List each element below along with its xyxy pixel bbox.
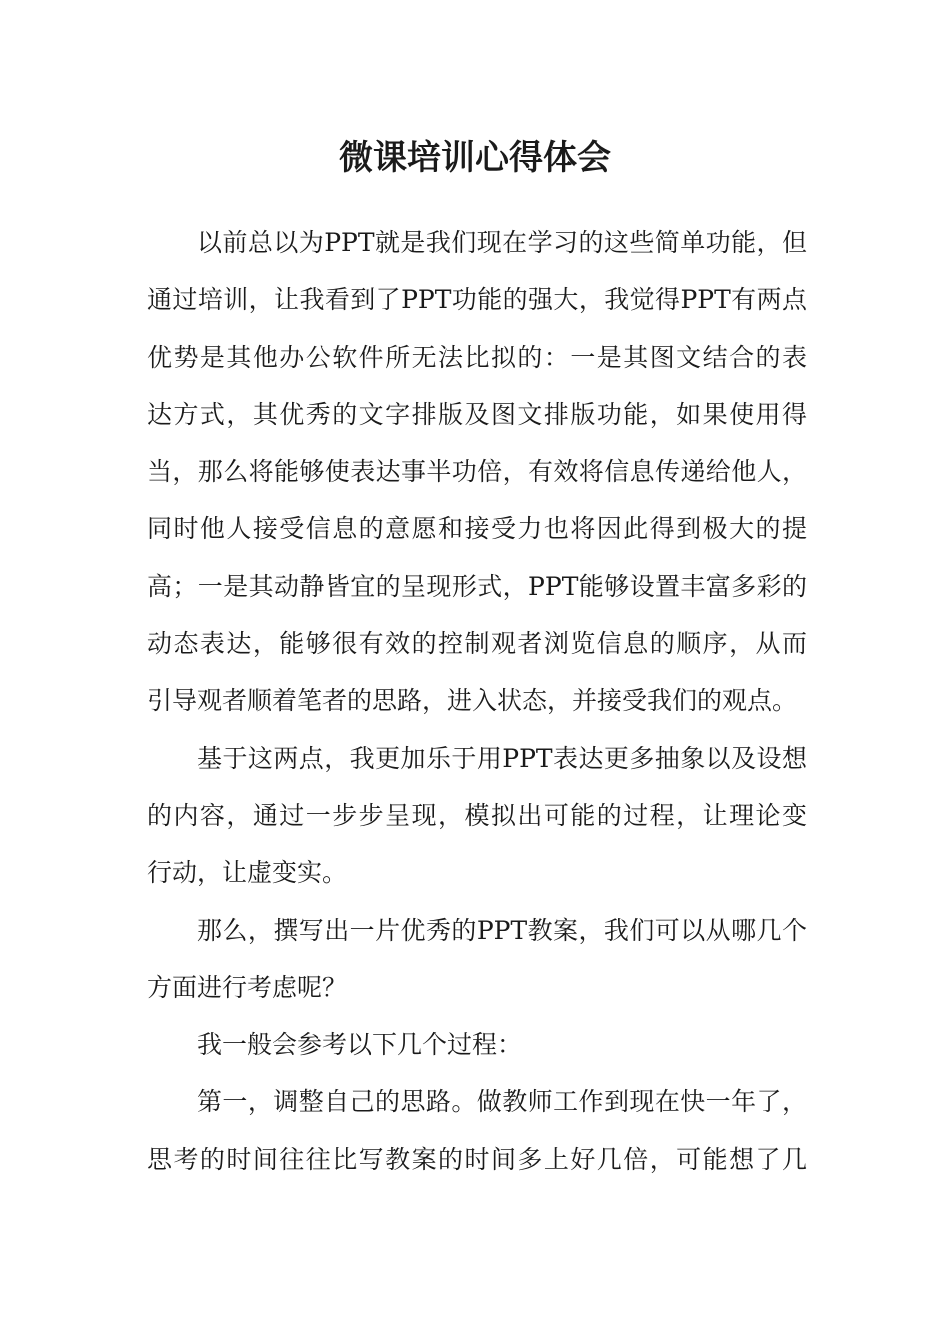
text-line: 高；一是其动静皆宜的呈现形式，PPT能够设置丰富多彩的 <box>147 571 807 601</box>
document-body <box>147 214 807 1188</box>
text-line: 当，那么将能够使表达事半功倍，有效将信息传递给他人， <box>147 457 807 487</box>
text-line: 那么，撰写出一片优秀的PPT教案，我们可以从哪几个 <box>197 915 807 945</box>
text-line: 行动，让虚变实。 <box>147 858 348 888</box>
text-line: 通过培训，让我看到了PPT功能的强大，我觉得PPT有两点 <box>147 285 807 315</box>
text-line: 第一，调整自己的思路。做教师工作到现在快一年了， <box>197 1087 807 1117</box>
document-title: 微课培训心得体会 <box>339 138 611 178</box>
text-line: 同时他人接受信息的意愿和接受力也将因此得到极大的提 <box>147 514 807 544</box>
text-line: 思考的时间往往比写教案的时间多上好几倍，可能想了几 <box>147 1144 807 1174</box>
text-line: 优势是其他办公软件所无法比拟的：一是其图文结合的表 <box>147 342 807 372</box>
text-line: 以前总以为PPT就是我们现在学习的这些简单功能，但 <box>197 228 807 257</box>
text-line: 方面进行考虑呢？ <box>147 972 348 1002</box>
text-line: 我一般会参考以下几个过程： <box>197 1030 523 1060</box>
text-line: 引导观者顺着笔者的思路，进入状态，并接受我们的观点。 <box>147 686 798 716</box>
text-line: 达方式，其优秀的文字排版及图文排版功能，如果使用得 <box>147 399 807 429</box>
text-line: 的内容，通过一步步呈现，模拟出可能的过程，让理论变 <box>147 800 807 830</box>
text-line: 动态表达，能够很有效的控制观者浏览信息的顺序，从而 <box>147 629 807 659</box>
text-line: 基于这两点，我更加乐于用PPT表达更多抽象以及设想 <box>197 743 807 773</box>
